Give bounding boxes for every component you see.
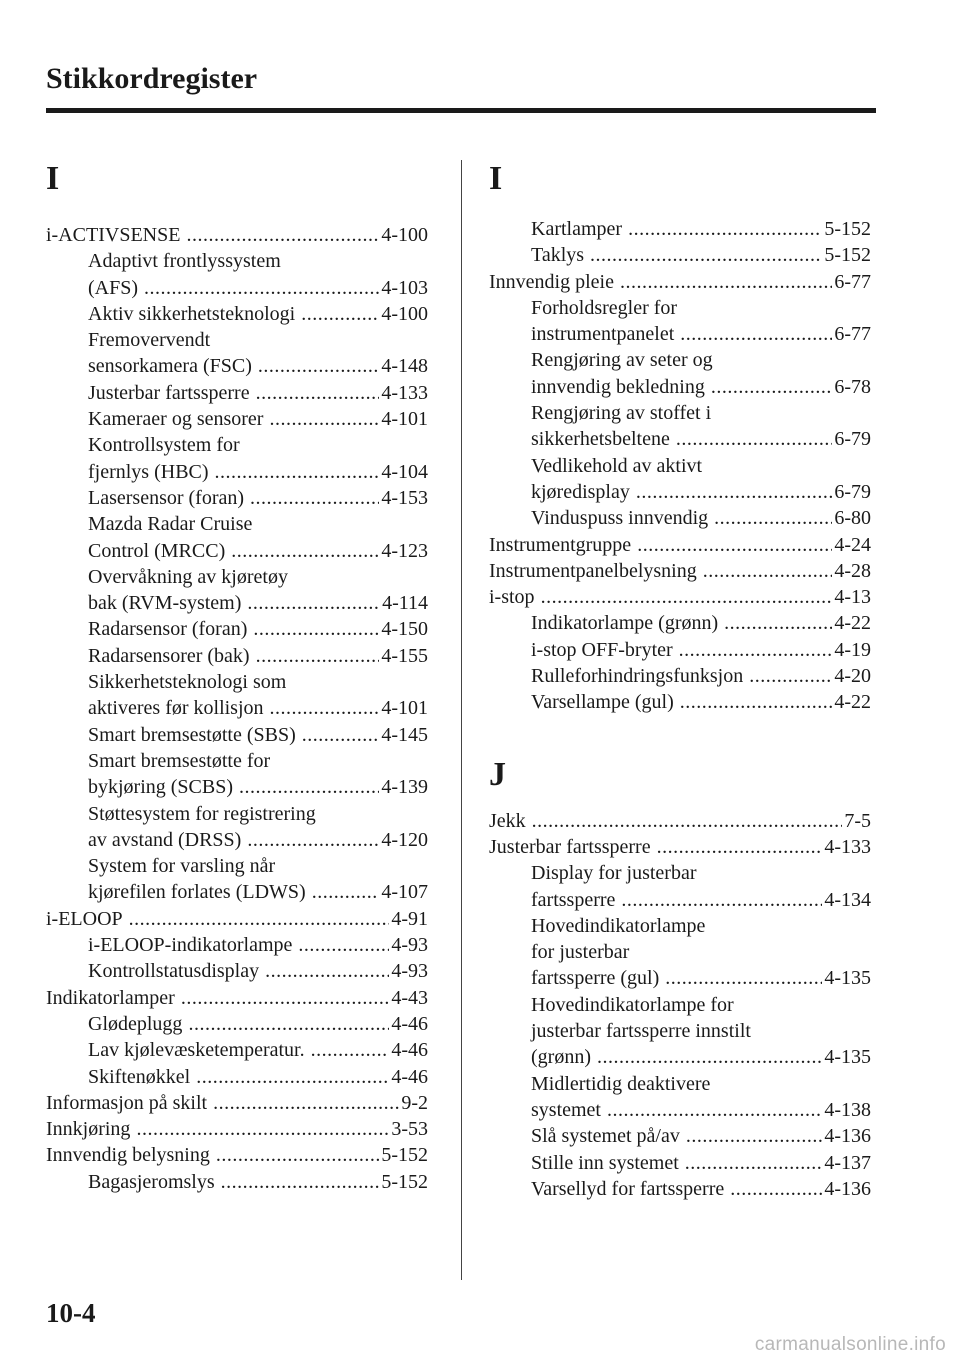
index-subentry [46,722,428,748]
dot-leader [239,774,379,800]
dot-leader [724,610,832,636]
dot-leader [181,985,389,1011]
entry-term: Radarsensor (foran) [88,618,248,641]
entry-term: kjørefilen forlates (LDWS) [88,881,306,904]
entry-page-ref: 4-91 [391,907,428,930]
entry-page-ref: 4-114 [382,592,428,615]
entry-term: Kartlamper [531,218,623,240]
entry-page-ref: 4-135 [824,1046,871,1069]
entry-text-line: Smart bremsestøtte for [88,749,271,772]
entry-page-ref: 4-148 [381,355,428,378]
dot-leader [253,616,379,642]
entry-page-ref: 4-138 [824,1098,871,1121]
entry-text-line: Fremovervendt [88,329,211,352]
index-entry [489,808,871,834]
entry-term: Stille inn systemet [531,1151,679,1174]
column-divider [461,160,462,1280]
entry-row [531,374,871,400]
dot-leader [597,1044,822,1070]
entry-row [531,610,871,636]
index-entry [489,558,871,584]
dot-leader [311,1037,390,1063]
entry-term: Jekk [489,809,526,832]
dot-leader [679,637,833,663]
index-subentry [46,301,428,327]
entry-page-ref: 6-77 [834,323,871,346]
index-subentry [489,610,871,636]
index-subentry [46,248,428,301]
entry-list-right-i [489,216,871,716]
entry-term: i-ACTIVSENSE [46,224,181,246]
entry-row [531,1150,871,1176]
entry-term: Lasersensor (foran) [88,486,245,509]
entry-text-line: Overvåkning av kjøretøy [88,565,288,588]
entry-row [531,1176,871,1202]
entry-term: Justerbar fartssperre [88,381,250,404]
entry-text-line: Adaptivt frontlyssystem [88,250,281,273]
dot-leader [636,479,832,505]
dot-leader [221,1169,380,1195]
entry-term: i-stop OFF-bryter [531,638,673,661]
index-entry [46,1116,428,1142]
entry-term: i-stop [489,586,535,609]
dot-leader [620,269,832,295]
entry-page-ref: 4-43 [391,986,428,1009]
dot-leader [637,532,832,558]
entry-text-line: System for varsling når [88,855,276,878]
dot-leader [607,1097,822,1123]
entry-row [88,459,428,485]
entry-row [46,1142,428,1168]
entry-term: Skiftenøkkel [88,1065,191,1088]
entry-term: Instrumentgruppe [489,533,632,556]
index-entry [489,584,871,610]
entry-page-ref: 4-100 [381,224,428,246]
index-subentry [46,643,428,669]
entry-page-ref: 4-135 [824,967,871,990]
entry-page-ref: 4-150 [381,618,428,641]
index-subentry [46,1064,428,1090]
entry-text-line: Mazda Radar Cruise [88,513,253,536]
entry-row [88,879,428,905]
entry-row [88,643,428,669]
entry-page-ref: 6-78 [834,375,871,398]
entry-page-ref: 4-153 [381,486,428,509]
entry-row [46,1090,428,1116]
entry-term: Innvendig pleie [489,270,614,293]
entry-text-line: Sikkerhetsteknologi som [88,671,287,694]
dot-leader [711,374,832,400]
entry-page-ref: 9-2 [401,1091,428,1114]
entry-list-right-j [489,808,871,1202]
entry-page-ref: 4-123 [381,539,428,562]
entry-page-ref: 4-22 [834,612,871,635]
entry-page-ref: 4-22 [834,691,871,714]
entry-text-line: Display for justerbar [531,862,697,885]
dot-leader [714,505,832,531]
entry-text-line: Støttesystem for registrering [88,802,316,825]
entry-page-ref: 4-93 [391,960,428,983]
entry-page-ref: 5-152 [824,218,871,240]
index-subentry [489,1071,871,1124]
entry-term: bak (RVM-system) [88,592,242,615]
entry-row [531,242,871,268]
dot-leader [247,827,379,853]
entry-row [46,222,428,248]
entry-row [531,637,871,663]
index-subentry [46,327,428,380]
entry-page-ref: 4-101 [381,697,428,720]
entry-page-ref: 4-107 [381,881,428,904]
entry-term: Bagasjeromslys [88,1170,215,1193]
index-subentry [46,564,428,617]
entry-row [531,1123,871,1149]
entry-term: instrumentpanelet [531,323,675,346]
entry-page-ref: 4-104 [381,460,428,483]
entry-row [531,965,871,991]
entry-term: bykjøring (SCBS) [88,776,234,799]
entry-row [531,426,871,452]
entry-term: Indikatorlampe (grønn) [531,612,719,635]
dot-leader [657,834,823,860]
entry-term: Instrumentpanelbelysning [489,559,697,582]
index-column-left [46,160,428,1195]
index-subentry [489,505,871,531]
entry-page-ref: 4-139 [381,776,428,799]
entry-term: Smart bremsestøtte (SBS) [88,723,296,746]
index-subentry [489,860,871,913]
index-subentry [46,1011,428,1037]
entry-term: Varsellyd for fartssperre [531,1177,725,1200]
entry-text-line: Hovedindikatorlampe [531,914,706,937]
dot-leader [730,1176,822,1202]
entry-page-ref: 4-133 [824,835,871,858]
index-subentry [489,216,871,242]
dot-leader [680,689,833,715]
index-subentry [489,295,871,348]
entry-page-ref: 4-46 [391,1039,428,1062]
entry-term: Justerbar fartssperre [489,835,651,858]
entry-page-ref: 5-152 [824,244,871,267]
index-subentry [46,380,428,406]
index-subentry [489,1123,871,1149]
index-entry [46,1090,428,1116]
entry-page-ref: 5-152 [381,1144,428,1167]
index-subentry [46,1037,428,1063]
entry-page-ref: 4-24 [834,533,871,556]
dot-leader [665,965,822,991]
entry-row [46,1116,428,1142]
entry-page-ref: 4-136 [824,1177,871,1200]
entry-row [88,932,428,958]
section-letter-j: J [489,755,506,793]
entry-row [88,774,428,800]
entry-row [88,722,428,748]
entry-term: systemet [531,1098,601,1121]
entry-term: Taklys [531,244,585,267]
entry-row [46,906,428,932]
entry-page-ref: 4-145 [381,723,428,746]
entry-text-line: justerbar fartssperre innstilt [531,1020,751,1043]
index-subentry [46,432,428,485]
index-subentry [489,1176,871,1202]
entry-term: fartssperre [531,888,616,911]
entry-page-ref: 6-80 [834,507,871,530]
entry-page-ref: 4-46 [391,1012,428,1035]
entry-page-ref: 4-100 [381,302,428,325]
entry-term: Control (MRCC) [88,539,226,562]
dot-leader [749,663,832,689]
dot-leader [703,558,833,584]
entry-term: Varsellampe (gul) [531,691,674,714]
dot-leader [213,1090,399,1116]
dot-leader [269,406,379,432]
entry-text-line: Hovedindikatorlampe for [531,993,734,1016]
entry-page-ref: 4-133 [381,381,428,404]
dot-leader [144,275,379,301]
entry-row [531,1097,871,1123]
entry-row [489,269,871,295]
dot-leader [196,1064,389,1090]
page-number: 10-4 [46,1298,96,1328]
entry-row [88,406,428,432]
entry-term: kjøredisplay [531,480,630,503]
header-rule [46,108,876,113]
index-subentry [489,637,871,663]
index-entry [489,269,871,295]
dot-leader [270,695,380,721]
entry-row [88,301,428,327]
dot-leader [216,1142,379,1168]
entry-term: Lav kjølevæsketemperatur. [88,1039,305,1062]
entry-row [531,216,871,242]
entry-term: sensorkamera (FSC) [88,355,252,378]
entry-term: innvendig bekledning [531,375,705,398]
entry-page-ref: 4-120 [381,828,428,851]
entry-term: aktiveres før kollisjon [88,697,264,720]
dot-leader [188,1011,389,1037]
page-header-title: Stikkordregister [46,62,258,95]
index-entry [46,906,428,932]
entry-row [88,380,428,406]
entry-term: Slå systemet på/av [531,1125,680,1148]
watermark: carmanualsonline.info [754,1334,946,1355]
entry-term: fjernlys (HBC) [88,460,209,483]
entry-page-ref: 6-77 [834,270,871,293]
dot-leader [621,887,822,913]
index-subentry [489,400,871,453]
index-entry [489,532,871,558]
dot-leader [136,1116,389,1142]
entry-text-line: Kontrollsystem for [88,434,240,457]
entry-row [88,1037,428,1063]
entry-row [531,479,871,505]
dot-leader [590,242,822,268]
entry-row [88,353,428,379]
entry-row [531,663,871,689]
entry-term: (grønn) [531,1046,591,1069]
entry-row [88,695,428,721]
index-subentry [46,801,428,854]
entry-row [88,827,428,853]
entry-term: sikkerhetsbeltene [531,428,670,451]
entry-term: Indikatorlamper [46,986,175,1009]
entry-row [531,1044,871,1070]
index-entry [46,222,428,248]
dot-leader [129,906,390,932]
entry-row [88,1011,428,1037]
dot-leader [186,222,379,248]
dot-leader [250,485,379,511]
entry-page-ref: 4-13 [834,586,871,609]
entry-page-ref: 4-134 [824,888,871,911]
entry-row [88,958,428,984]
entry-term: Rulleforhindringsfunksjon [531,665,744,688]
dot-leader [215,459,380,485]
index-subentry [489,1150,871,1176]
entry-row [88,485,428,511]
dot-leader [256,380,380,406]
index-subentry [489,992,871,1071]
entry-page-ref: 4-103 [381,276,428,299]
entry-page-ref: 7-5 [844,809,871,832]
index-subentry [46,485,428,511]
index-entry [46,1142,428,1168]
entry-row [88,1064,428,1090]
entry-row [46,985,428,1011]
entry-row [531,505,871,531]
entry-term: Innkjøring [46,1118,131,1141]
section-letter-i-right: I [489,160,503,197]
entry-row [88,616,428,642]
entry-row [88,538,428,564]
entry-page-ref: 4-20 [834,665,871,688]
index-subentry [46,748,428,801]
dot-leader [676,426,832,452]
index-subentry [489,347,871,400]
dot-leader [302,722,380,748]
index-subentry [46,932,428,958]
index-subentry [489,242,871,268]
entry-text-line: for justerbar [531,941,630,964]
dot-leader [298,932,389,958]
entry-list-left [46,222,428,1195]
entry-term: Innvendig belysning [46,1144,210,1167]
entry-row [531,689,871,715]
entry-page-ref: 4-137 [824,1151,871,1174]
index-subentry [46,616,428,642]
index-subentry [489,663,871,689]
entry-row [88,1169,428,1195]
dot-leader [532,808,843,834]
dot-leader [265,958,389,984]
index-subentry [46,511,428,564]
dot-leader [258,353,379,379]
entry-term: fartssperre (gul) [531,967,660,990]
entry-term: Informasjon på skilt [46,1091,208,1114]
entry-page-ref: 5-152 [381,1170,428,1193]
dot-leader [541,584,833,610]
entry-row [489,532,871,558]
entry-page-ref: 4-19 [834,638,871,661]
entry-page-ref: 4-101 [381,408,428,431]
entry-term: Vinduspuss innvendig [531,507,709,530]
index-subentry [489,689,871,715]
entry-row [489,834,871,860]
entry-term: i-ELOOP-indikatorlampe [88,934,293,957]
entry-page-ref: 3-53 [391,1118,428,1141]
entry-term: Kameraer og sensorer [88,408,264,431]
entry-page-ref: 4-28 [834,559,871,582]
dot-leader [680,321,832,347]
dot-leader [312,879,380,905]
dot-leader [256,643,380,669]
entry-page-ref: 4-46 [391,1065,428,1088]
index-subentry [46,406,428,432]
entry-term: Glødeplugg [88,1012,183,1035]
entry-page-ref: 4-136 [824,1125,871,1148]
entry-page-ref: 6-79 [834,480,871,503]
dot-leader [231,538,379,564]
entry-row [531,887,871,913]
entry-text-line: Midlertidig deaktivere [531,1072,711,1095]
index-subentry [46,958,428,984]
entry-text-line: Vedlikehold av aktivt [531,454,703,477]
entry-row [88,590,428,616]
entry-row [489,808,871,834]
dot-leader [686,1123,822,1149]
entry-term: Aktiv sikkerhetsteknologi [88,302,296,325]
entry-text-line: Rengjøring av stoffet i [531,402,712,425]
entry-row [531,321,871,347]
entry-row [489,584,871,610]
dot-leader [628,216,822,242]
section-letter-i: I [46,160,60,197]
entry-page-ref: 6-79 [834,428,871,451]
dot-leader [301,301,379,327]
entry-text-line: Rengjøring av seter og [531,349,713,372]
entry-term: av avstand (DRSS) [88,828,242,851]
entry-page-ref: 4-93 [391,934,428,957]
entry-row [88,275,428,301]
dot-leader [685,1150,823,1176]
section-gap [489,716,871,758]
index-subentry [46,853,428,906]
entry-text-line: Forholdsregler for [531,296,678,319]
entry-term: Radarsensorer (bak) [88,644,250,667]
index-entry [46,985,428,1011]
dot-leader [247,590,380,616]
index-column-right [489,160,871,1202]
index-subentry [46,1169,428,1195]
index-subentry [489,453,871,506]
entry-term: i-ELOOP [46,907,123,930]
index-subentry [46,669,428,722]
index-entry [489,834,871,860]
entry-term: (AFS) [88,276,139,299]
entry-term: Kontrollstatusdisplay [88,960,260,983]
index-subentry [489,913,871,992]
entry-page-ref: 4-155 [381,644,428,667]
entry-row [489,558,871,584]
